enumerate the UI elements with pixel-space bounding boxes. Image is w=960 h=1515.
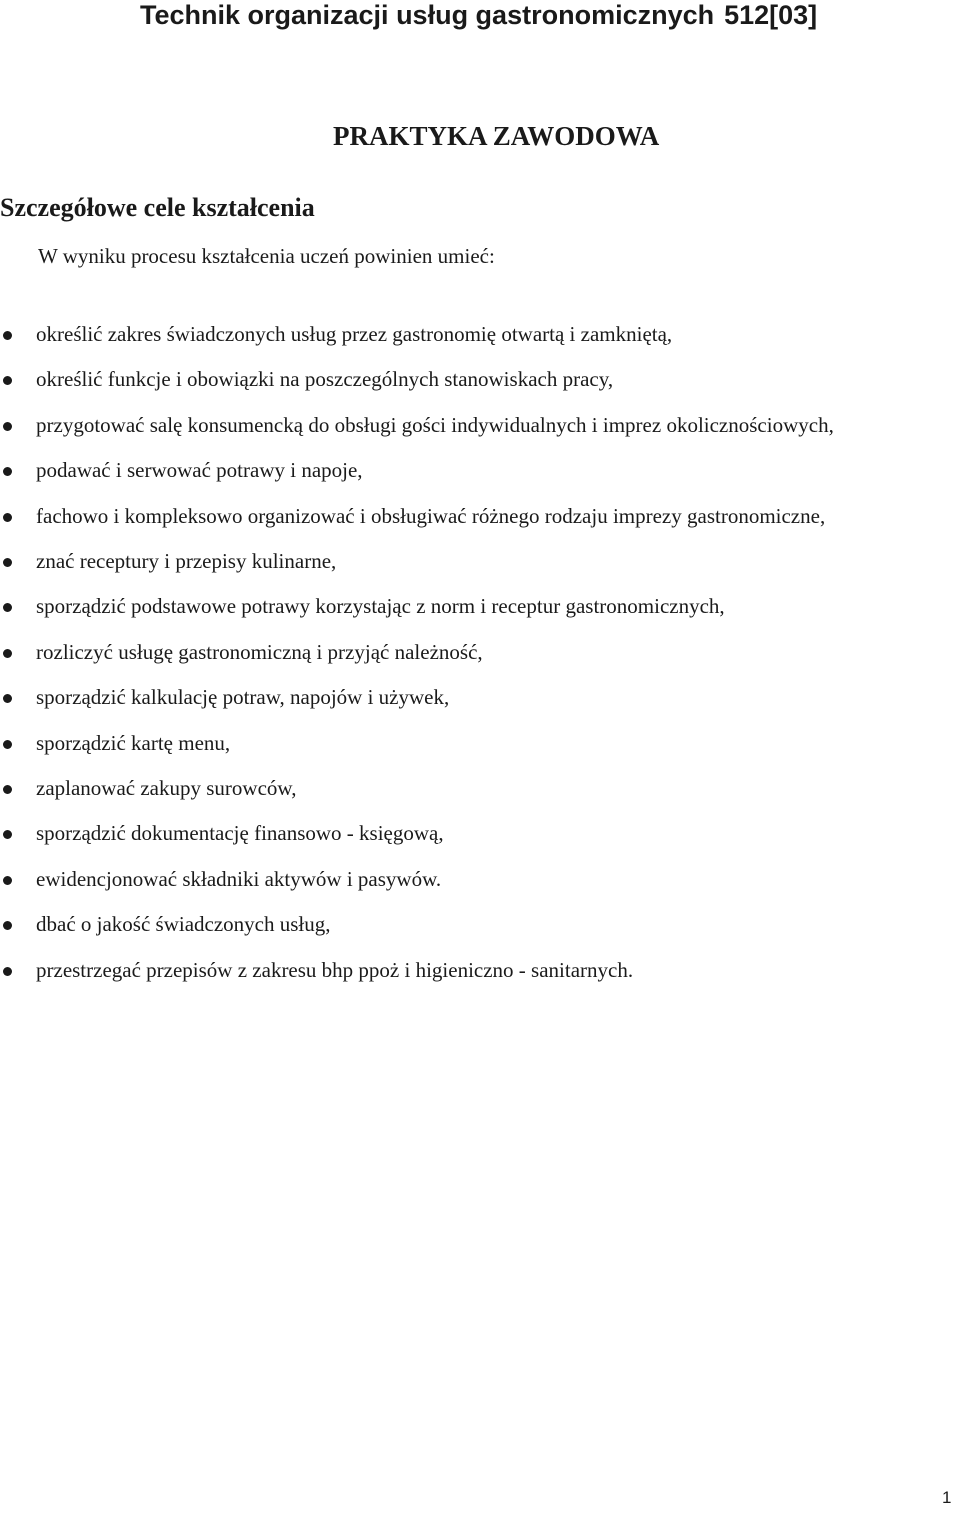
list-item [0, 494, 957, 539]
bullet-icon [3, 376, 12, 385]
list-item [0, 721, 957, 766]
bullet-icon [3, 331, 12, 340]
list-item [0, 357, 957, 402]
list-item-text: przygotować salę konsumencką do obsługi gości indywidualnych i imprez okolicznościowych, [36, 412, 834, 437]
list-item [0, 539, 957, 584]
list-item-text: sporządzić kalkulację potraw, napojów i używek, [36, 685, 450, 710]
list-item-text: sporządzić kartę menu, [36, 730, 231, 755]
list-item [0, 312, 957, 357]
bullet-icon [3, 967, 12, 976]
list-item-text: ewidencjonować składniki aktywów i pasywów. [36, 866, 442, 891]
bullet-icon [3, 603, 12, 612]
bullet-icon [3, 921, 12, 930]
list-item [0, 811, 957, 856]
bullet-icon [3, 513, 12, 522]
list-item-text: określić zakres świadczonych usług przez gastronomię otwartą i zamkniętą, [36, 322, 673, 346]
list-item [0, 584, 957, 629]
list-item [0, 902, 957, 947]
intro-text: W wyniku procesu kształcenia uczeń powinien umieć: [38, 244, 495, 268]
document-code: 512[03] [724, 0, 818, 30]
list-item-text: rozliczyć usługę gastronomiczną i przyjąć należność, [36, 639, 483, 664]
page-number: 1 [942, 1488, 952, 1507]
list-item [0, 448, 957, 493]
list-item-text: znać receptury i przepisy kulinarne, [36, 549, 337, 574]
list-item-text: zaplanować zakupy surowców, [36, 776, 297, 801]
document-title [140, 0, 817, 30]
list-item [0, 630, 957, 675]
list-item [0, 766, 957, 811]
bullet-icon [3, 558, 12, 567]
section-title: PRAKTYKA ZAWODOWA [333, 121, 660, 151]
list-item-text: sporządzić podstawowe potrawy korzystając z norm i receptur gastronomicznych, [36, 594, 725, 619]
list-item-text: fachowo i kompleksowo organizować i obsługiwać różnego rodzaju imprezy gastronomiczne, [36, 503, 826, 528]
bullet-icon [3, 785, 12, 794]
bullet-icon [3, 694, 12, 703]
list-item [0, 403, 957, 448]
list-item-text: przestrzegać przepisów z zakresu bhp ppoż i higieniczno - sanitarnych. [36, 957, 634, 982]
bullet-icon [3, 740, 12, 749]
list-item-text: określić funkcje i obowiązki na poszczególnych stanowiskach pracy, [36, 367, 614, 392]
bullet-icon [3, 649, 12, 658]
bullet-icon [3, 876, 12, 885]
list-item-text: sporządzić dokumentację finansowo - księgową, [36, 821, 444, 846]
subsection-title: Szczegółowe cele kształcenia [0, 193, 315, 222]
bullet-icon [3, 467, 12, 476]
list-item [0, 857, 957, 902]
bullet-icon [3, 830, 12, 839]
document-title-text: Technik organizacji usług gastronomicznych [140, 0, 715, 30]
goals-list [0, 312, 957, 993]
list-item [0, 675, 957, 720]
bullet-icon [3, 422, 12, 431]
list-item-text: podawać i serwować potrawy i napoje, [36, 458, 363, 483]
list-item [0, 948, 957, 993]
list-item-text: dbać o jakość świadczonych usług, [36, 912, 331, 937]
